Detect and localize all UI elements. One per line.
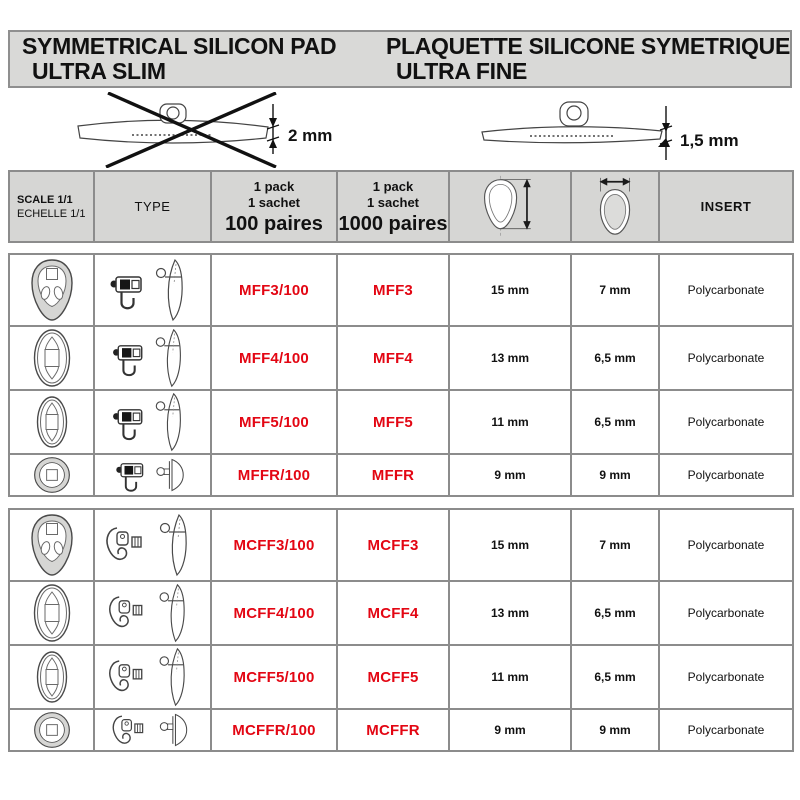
ref-100-pack: MFF5/100 xyxy=(211,390,337,454)
pad-width-value: 6,5 mm xyxy=(571,326,659,390)
col-header-pack100: 1 pack 1 sachet 100 paires xyxy=(211,171,337,242)
col-header-pad-height xyxy=(449,171,571,242)
table-row xyxy=(9,581,793,645)
table-row xyxy=(9,390,793,454)
page-title-en: SYMMETRICAL SILICON PAD xyxy=(22,33,337,59)
ref-100-pack: MCFF5/100 xyxy=(211,645,337,709)
pad-shape-teardrop-icon xyxy=(28,513,76,577)
pad-shape-cell xyxy=(9,581,94,645)
table-row xyxy=(9,326,793,390)
mff-series-table xyxy=(8,253,794,497)
pad-height-value: 9 mm xyxy=(449,709,571,751)
ref-100-pack: MCFF4/100 xyxy=(211,581,337,645)
pad-height-value: 15 mm xyxy=(449,509,571,581)
pad-shape-oval-icon xyxy=(32,328,72,388)
table-row xyxy=(9,709,793,751)
pad-height-value: 11 mm xyxy=(449,390,571,454)
crossed-thick-pad-diagram-icon xyxy=(62,92,290,168)
pad-shape-cell xyxy=(9,509,94,581)
pad-height-value: 15 mm xyxy=(449,254,571,326)
pad-shape-cell xyxy=(9,454,94,496)
pad-width-value: 9 mm xyxy=(571,709,659,751)
pad-shape-round-icon xyxy=(33,456,71,494)
type-curl-blade-icon xyxy=(101,646,205,708)
pad-shape-round-icon xyxy=(33,711,71,749)
slim-pad-diagram-icon xyxy=(470,92,675,170)
pad-width-value: 7 mm xyxy=(571,254,659,326)
ref-100-pack: MFFR/100 xyxy=(211,454,337,496)
insert-material: Polycarbonate xyxy=(659,390,793,454)
col-header-scale xyxy=(9,171,94,242)
pad-shape-cell xyxy=(9,326,94,390)
type-cell xyxy=(94,326,211,390)
pad-height-value: 11 mm xyxy=(449,645,571,709)
pad-shape-oval-narrow-icon xyxy=(35,650,69,704)
type-curl-blade-icon xyxy=(101,512,205,578)
ref-100-pack: MFF4/100 xyxy=(211,326,337,390)
col-header-type: TYPE xyxy=(94,171,211,242)
col-header-pad-width xyxy=(571,171,659,242)
ref-1000-pack: MFF5 xyxy=(337,390,449,454)
ref-1000-pack: MCFFR xyxy=(337,709,449,751)
type-cell xyxy=(94,254,211,326)
mcff-series-table xyxy=(8,508,794,752)
ref-100-pack: MFF3/100 xyxy=(211,254,337,326)
pad-shape-oval-narrow-icon xyxy=(35,395,69,449)
type-curl-mushroom-icon xyxy=(105,711,201,749)
pad-width-measure-icon xyxy=(587,174,643,240)
insert-material: Polycarbonate xyxy=(659,454,793,496)
catalog-table-header xyxy=(8,170,794,243)
ref-1000-pack: MCFF3 xyxy=(337,509,449,581)
type-cell xyxy=(94,581,211,645)
type-clip-mushroom-icon xyxy=(109,456,197,494)
ref-100-pack: MCFFR/100 xyxy=(211,709,337,751)
pad-shape-cell xyxy=(9,709,94,751)
page-title-fr: PLAQUETTE SILICONE SYMETRIQUE xyxy=(385,33,790,59)
insert-material: Polycarbonate xyxy=(659,645,793,709)
pad-width-value: 9 mm xyxy=(571,454,659,496)
pad-width-value: 7 mm xyxy=(571,509,659,581)
type-clip-blade-icon xyxy=(105,391,201,453)
type-cell xyxy=(94,390,211,454)
type-cell xyxy=(94,645,211,709)
pad-width-value: 6,5 mm xyxy=(571,581,659,645)
insert-material: Polycarbonate xyxy=(659,581,793,645)
pad-width-value: 6,5 mm xyxy=(571,390,659,454)
scale-label-fr: ECHELLE 1/1 xyxy=(17,207,86,220)
type-cell xyxy=(94,454,211,496)
col-header-pack1000: 1 pack 1 sachet 1000 paires xyxy=(337,171,449,242)
pad-shape-teardrop-icon xyxy=(28,258,76,322)
type-clip-blade-icon xyxy=(105,257,201,323)
ref-1000-pack: MCFF4 xyxy=(337,581,449,645)
type-curl-blade-icon xyxy=(101,582,205,644)
type-cell xyxy=(94,709,211,751)
pad-width-value: 6,5 mm xyxy=(571,645,659,709)
pad-shape-cell xyxy=(9,645,94,709)
type-clip-blade-icon xyxy=(105,327,201,389)
table-row xyxy=(9,645,793,709)
insert-material: Polycarbonate xyxy=(659,254,793,326)
pad-height-measure-icon xyxy=(478,174,542,240)
pad-shape-cell xyxy=(9,390,94,454)
pad-height-value: 13 mm xyxy=(449,581,571,645)
ref-100-pack: MCFF3/100 xyxy=(211,509,337,581)
ref-1000-pack: MFFR xyxy=(337,454,449,496)
page-subtitle-fr: ULTRA FINE xyxy=(395,58,528,84)
scale-label-en: SCALE 1/1 xyxy=(17,193,73,206)
pad-height-value: 9 mm xyxy=(449,454,571,496)
insert-material: Polycarbonate xyxy=(659,509,793,581)
pad-height-value: 13 mm xyxy=(449,326,571,390)
page-subtitle-en: ULTRA SLIM xyxy=(32,58,166,84)
type-cell xyxy=(94,509,211,581)
table-row xyxy=(9,454,793,496)
pad-shape-oval-icon xyxy=(32,583,72,643)
ref-1000-pack: MFF3 xyxy=(337,254,449,326)
ref-1000-pack: MFF4 xyxy=(337,326,449,390)
insert-material: Polycarbonate xyxy=(659,709,793,751)
pad-shape-cell xyxy=(9,254,94,326)
thickness-label-slim: 1,5 mm xyxy=(680,131,739,150)
insert-material: Polycarbonate xyxy=(659,326,793,390)
table-row xyxy=(9,254,793,326)
title-bar xyxy=(8,30,792,88)
col-header-insert: INSERT xyxy=(659,171,793,242)
thickness-label-crossed: 2 mm xyxy=(288,126,333,145)
table-row xyxy=(9,509,793,581)
ref-1000-pack: MCFF5 xyxy=(337,645,449,709)
